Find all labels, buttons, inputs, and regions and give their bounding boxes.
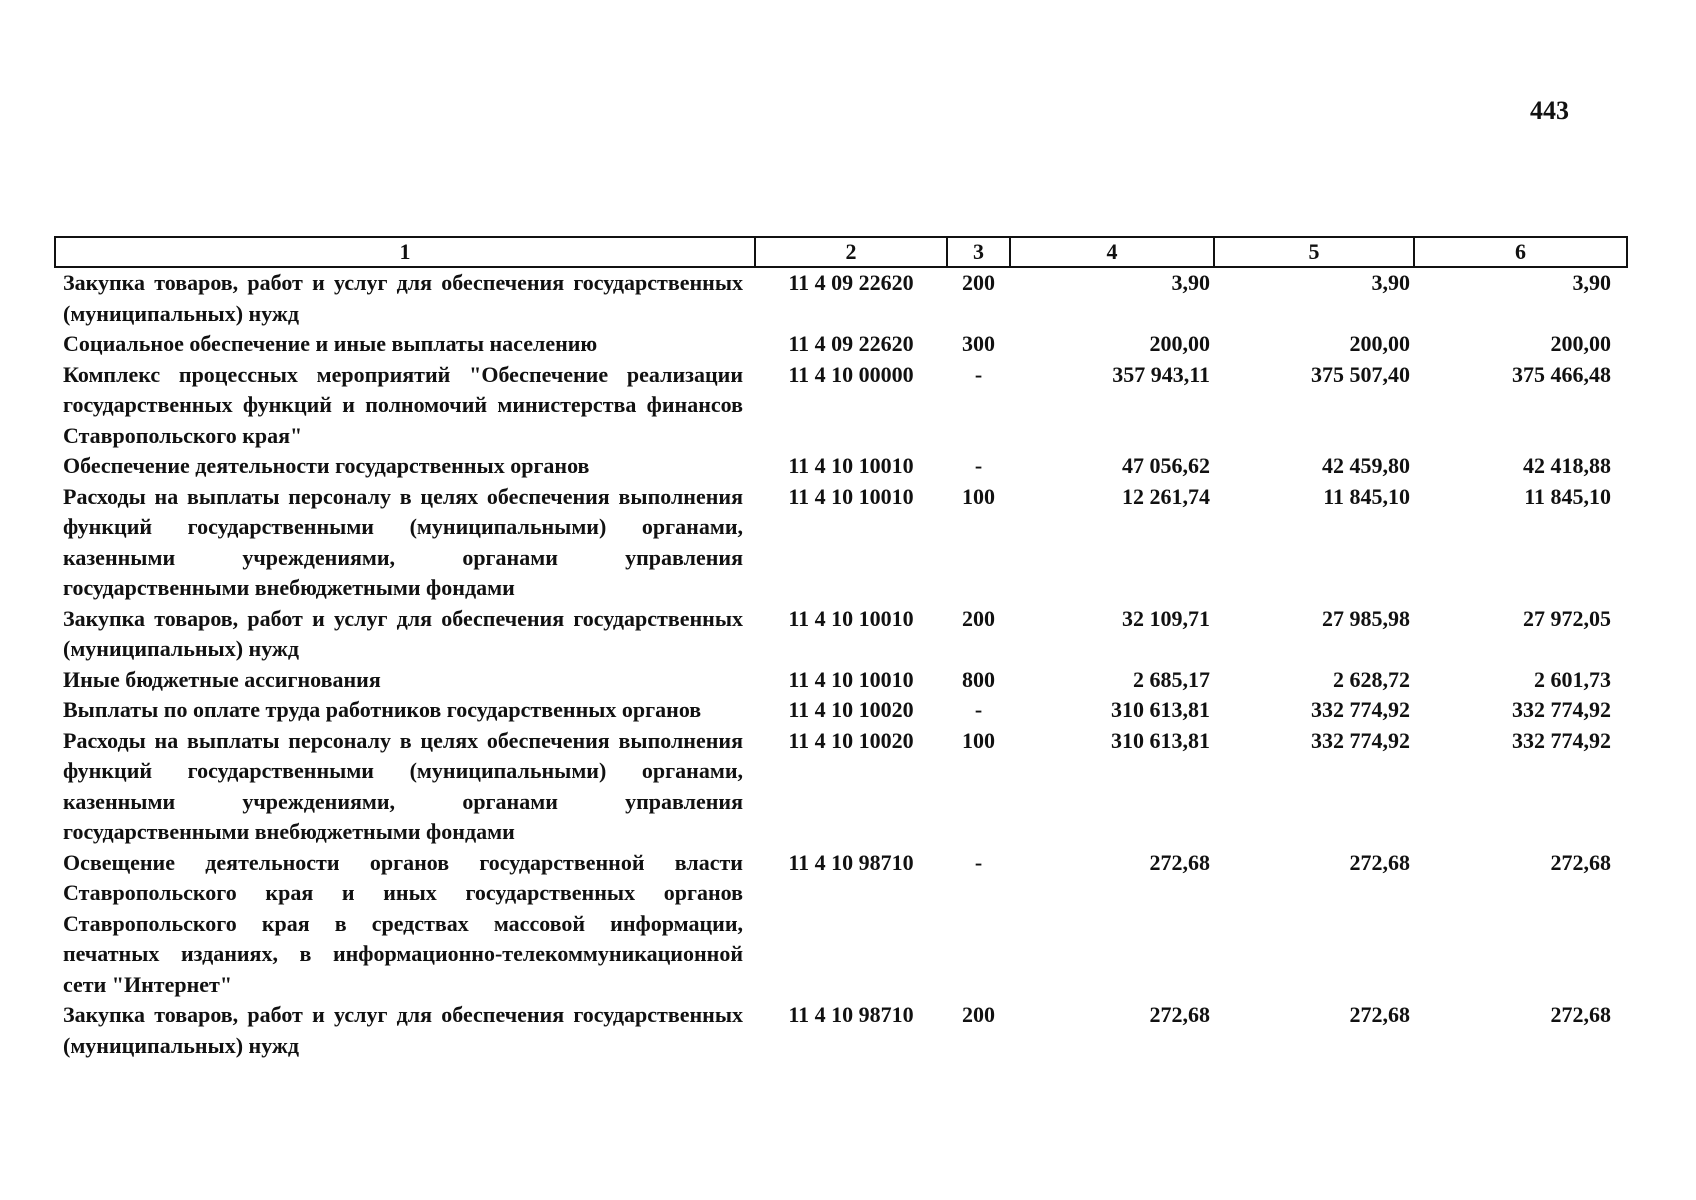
table-body [55, 267, 1627, 1061]
row-value-5: 332 774,92 [1311, 697, 1410, 722]
row-value-6: 272,68 [1550, 1002, 1611, 1027]
row-code: 11 4 10 10010 [788, 666, 914, 692]
column-header-3: 3 [947, 237, 1010, 267]
row-type: 200 [962, 1002, 995, 1027]
column-header-5: 5 [1214, 237, 1414, 267]
row-code: 11 4 10 10020 [788, 697, 914, 722]
row-name: Освещение деятельности органов государственной власти Ставропольского края и иных государственных органов Ставропольского края в средствах массовой информации, печатных изданиях, в информационно-телекоммуникационной сети "Интернет" [63, 849, 743, 997]
row-value-6: 27 972,05 [1523, 605, 1611, 631]
table-row [55, 695, 1627, 726]
row-code: 11 4 09 22620 [788, 331, 914, 356]
row-code: 11 4 10 98710 [788, 849, 914, 875]
table-header [55, 237, 1627, 267]
row-value-6: 42 418,88 [1523, 453, 1611, 478]
row-value-6: 332 774,92 [1512, 727, 1611, 753]
table-row [55, 604, 1627, 665]
row-name: Закупка товаров, работ и услуг для обеспечения государственных (муниципальных) нужд [63, 605, 743, 661]
table-row [55, 482, 1627, 604]
row-code: 11 4 10 98710 [788, 1002, 914, 1027]
row-type: 100 [962, 727, 995, 753]
row-code: 11 4 10 00000 [788, 361, 914, 387]
row-name: Выплаты по оплате труда работников государственных органов [63, 697, 702, 722]
row-code: 11 4 10 10010 [788, 605, 914, 631]
row-value-4: 310 613,81 [1111, 727, 1210, 753]
row-value-4: 272,68 [1149, 849, 1210, 875]
table-row [55, 267, 1627, 329]
row-value-4: 32 109,71 [1122, 605, 1210, 631]
column-header-1: 1 [55, 237, 755, 267]
row-value-6: 375 466,48 [1512, 361, 1611, 387]
row-value-6: 272,68 [1550, 849, 1611, 875]
row-type: 200 [962, 605, 995, 631]
row-name: Обеспечение деятельности государственных органов [63, 453, 590, 478]
page-number: 443 [1530, 96, 1569, 125]
row-value-5: 2 628,72 [1333, 666, 1410, 692]
row-code: 11 4 09 22620 [788, 270, 914, 295]
row-value-6: 3,90 [1572, 270, 1611, 295]
row-value-4: 272,68 [1149, 1002, 1210, 1027]
row-value-6: 332 774,92 [1512, 697, 1611, 722]
table-row [55, 726, 1627, 848]
row-type: - [974, 849, 983, 875]
table-row [55, 360, 1627, 452]
table-row [55, 451, 1627, 482]
table-row [55, 848, 1627, 1001]
row-value-5: 375 507,40 [1311, 361, 1410, 387]
row-name: Комплекс процессных мероприятий "Обеспечение реализации государственных функций и полномочий министерства финансов Ставропольского края" [63, 361, 743, 448]
row-value-5: 200,00 [1349, 331, 1410, 356]
column-header-2: 2 [755, 237, 947, 267]
row-type: - [974, 361, 983, 387]
row-value-4: 200,00 [1149, 331, 1210, 356]
header-row [55, 237, 1627, 267]
row-value-5: 27 985,98 [1322, 605, 1410, 631]
row-type: 100 [962, 483, 995, 509]
row-value-4: 12 261,74 [1122, 483, 1210, 509]
budget-table [54, 236, 1628, 1061]
row-value-6: 11 845,10 [1524, 483, 1611, 509]
row-value-5: 11 845,10 [1323, 483, 1410, 509]
row-name: Иные бюджетные ассигнования [63, 666, 381, 692]
table-row [55, 329, 1627, 360]
row-value-5: 332 774,92 [1311, 727, 1410, 753]
row-code: 11 4 10 10010 [788, 483, 914, 509]
row-value-5: 272,68 [1349, 849, 1410, 875]
row-name: Закупка товаров, работ и услуг для обеспечения государственных (муниципальных) нужд [63, 1002, 743, 1058]
row-value-6: 2 601,73 [1534, 666, 1611, 692]
row-code: 11 4 10 10010 [788, 453, 914, 478]
row-type: 300 [962, 331, 995, 356]
row-value-4: 357 943,11 [1112, 361, 1210, 387]
row-value-4: 3,90 [1171, 270, 1210, 295]
table-row [55, 1000, 1627, 1061]
row-value-4: 2 685,17 [1133, 666, 1210, 692]
row-value-6: 200,00 [1550, 331, 1611, 356]
row-name: Расходы на выплаты персоналу в целях обеспечения выполнения функций государственными (муниципальными) органами, казенными учреждениями, органами управления государственными внебюджетными фондами [63, 727, 743, 844]
row-value-5: 3,90 [1371, 270, 1410, 295]
row-value-4: 47 056,62 [1122, 453, 1210, 478]
row-value-5: 272,68 [1349, 1002, 1410, 1027]
row-type: - [974, 453, 983, 478]
budget-table-container [54, 236, 1626, 1061]
column-header-4: 4 [1010, 237, 1214, 267]
row-value-5: 42 459,80 [1322, 453, 1410, 478]
table-row [55, 665, 1627, 696]
row-type: - [974, 697, 983, 722]
row-type: 800 [962, 666, 995, 692]
row-type: 200 [962, 270, 995, 295]
row-name: Расходы на выплаты персоналу в целях обеспечения выполнения функций государственными (муниципальными) органами, казенными учреждениями, органами управления государственными внебюджетными фондами [63, 483, 743, 600]
row-name: Социальное обеспечение и иные выплаты населению [63, 331, 598, 356]
column-header-6: 6 [1414, 237, 1627, 267]
row-code: 11 4 10 10020 [788, 727, 914, 753]
row-name: Закупка товаров, работ и услуг для обеспечения государственных (муниципальных) нужд [63, 270, 743, 326]
row-value-4: 310 613,81 [1111, 697, 1210, 722]
